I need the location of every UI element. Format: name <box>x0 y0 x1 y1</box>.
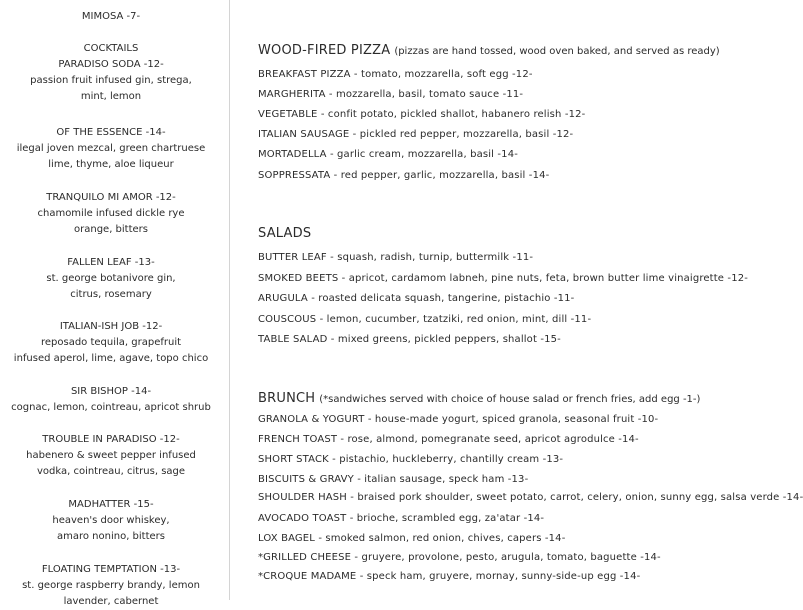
drink-description: cognac, lemon, cointreau, apricot shrub <box>11 402 211 413</box>
menu-item: SHOULDER HASH - braised pork shoulder, sweet potato, carrot, celery, onion, sunny egg, salsa verde -14- <box>258 492 803 503</box>
drink-description: citrus, rosemary <box>70 289 152 300</box>
section-note: (*sandwiches served with choice of house salad or french fries, add egg -1-) <box>319 394 701 405</box>
menu-item: *CROQUE MADAME - speck ham, gruyere, mornay, sunny-side-up egg -14- <box>258 571 641 582</box>
drink-paradiso-soda <box>0 41 222 105</box>
drink-description: habenero & sweet pepper infused <box>26 450 196 461</box>
drink-name: ITALIAN-ISH JOB -12- <box>59 321 163 332</box>
menu-item: ITALIAN SAUSAGE - pickled red pepper, mozzarella, basil -12- <box>258 129 574 140</box>
menu-item: BISCUITS & GRAVY - italian sausage, speck ham -13- <box>258 474 529 485</box>
menu-item: SMOKED BEETS - apricot, cardamom labneh, pine nuts, feta, brown butter lime vinaigrette -12- <box>258 273 748 284</box>
drink-description: infused aperol, lime, agave, topo chico <box>13 353 209 364</box>
drink-description: lavender, cabernet <box>63 596 159 607</box>
category-heading: COCKTAILS <box>83 43 139 54</box>
menu-item: MORTADELLA - garlic cream, mozzarella, basil -14- <box>258 149 518 160</box>
menu-item: VEGETABLE - confit potato, pickled shallot, habanero relish -12- <box>258 109 586 120</box>
drink-description: amaro nonino, bitters <box>56 531 165 542</box>
menu-item: GRANOLA & YOGURT - house-made yogurt, spiced granola, seasonal fruit -10- <box>258 414 659 425</box>
section-heading-pizza <box>258 43 720 60</box>
drink-name: SIR BISHOP -14- <box>70 386 152 397</box>
section-title: BRUNCH <box>258 391 316 406</box>
drink-mimosa <box>0 9 222 25</box>
menu-item: FRENCH TOAST - rose, almond, pomegranate seed, apricot agrodulce -14- <box>258 434 639 445</box>
drinks-column <box>0 0 228 607</box>
drink-description: heaven's door whiskey, <box>52 515 170 526</box>
drink-trouble-in-paradiso <box>0 432 222 480</box>
drink-name: MADHATTER -15- <box>68 499 154 510</box>
drink-description: lime, thyme, aloe liqueur <box>48 159 174 170</box>
drink-name: OF THE ESSENCE -14- <box>56 127 166 138</box>
drink-name: TRANQUILO MI AMOR -12- <box>46 192 176 203</box>
menu-item: LOX BAGEL - smoked salmon, red onion, chives, capers -14- <box>258 533 566 544</box>
drink-italian-ish-job <box>0 319 222 367</box>
drink-description: st. george botanivore gin, <box>46 273 176 284</box>
drink-name: PARADISO SODA -12- <box>58 59 164 70</box>
section-heading-salads <box>258 226 311 242</box>
section-title: SALADS <box>258 226 312 241</box>
drink-name: TROUBLE IN PARADISO -12- <box>42 434 180 445</box>
drink-description: passion fruit infused gin, strega, <box>30 75 192 86</box>
menu-item: COUSCOUS - lemon, cucumber, tzatziki, red onion, mint, dill -11- <box>258 314 592 325</box>
section-note: (pizzas are hand tossed, wood oven baked, and served as ready) <box>394 46 720 57</box>
drink-madhatter <box>0 497 222 545</box>
menu-item: SHORT STACK - pistachio, huckleberry, chantilly cream -13- <box>258 454 564 465</box>
drink-description: mint, lemon <box>80 91 142 102</box>
drink-name: MIMOSA -7- <box>81 11 141 22</box>
drink-name: FALLEN LEAF -13- <box>67 257 155 268</box>
drink-name: FLOATING TEMPTATION -13- <box>41 564 181 575</box>
drink-tranquilo-mi-amor <box>0 190 222 238</box>
menu-item: *GRILLED CHEESE - gruyere, provolone, pesto, arugula, tomato, baguette -14- <box>258 552 661 563</box>
drink-description: vodka, cointreau, citrus, sage <box>36 466 186 477</box>
menu-item: ARUGULA - roasted delicata squash, tangerine, pistachio -11- <box>258 293 575 304</box>
drink-description: st. george raspberry brandy, lemon <box>22 580 200 591</box>
drink-floating-temptation <box>0 562 222 610</box>
drink-description: orange, bitters <box>74 224 148 235</box>
section-title: WOOD-FIRED PIZZA <box>258 43 391 58</box>
menu-item: BUTTER LEAF - squash, radish, turnip, buttermilk -11- <box>258 252 534 263</box>
drink-description: reposado tequila, grapefruit <box>40 337 182 348</box>
food-column <box>258 0 803 600</box>
menu-item: AVOCADO TOAST - brioche, scrambled egg, za'atar -14- <box>258 513 545 524</box>
drink-description: chamomile infused dickle rye <box>37 208 185 219</box>
drink-fallen-leaf <box>0 255 222 303</box>
column-divider <box>229 0 230 600</box>
section-heading-brunch <box>258 391 700 408</box>
menu-item: BREAKFAST PIZZA - tomato, mozzarella, soft egg -12- <box>258 69 533 80</box>
menu-item: SOPPRESSATA - red pepper, garlic, mozzarella, basil -14- <box>258 170 550 181</box>
menu-item: TABLE SALAD - mixed greens, pickled peppers, shallot -15- <box>258 334 561 345</box>
drink-of-the-essence <box>0 125 222 173</box>
menu-item: MARGHERITA - mozzarella, basil, tomato sauce -11- <box>258 89 524 100</box>
drink-sir-bishop <box>0 384 222 416</box>
drink-description: ilegal joven mezcal, green chartruese <box>16 143 206 154</box>
